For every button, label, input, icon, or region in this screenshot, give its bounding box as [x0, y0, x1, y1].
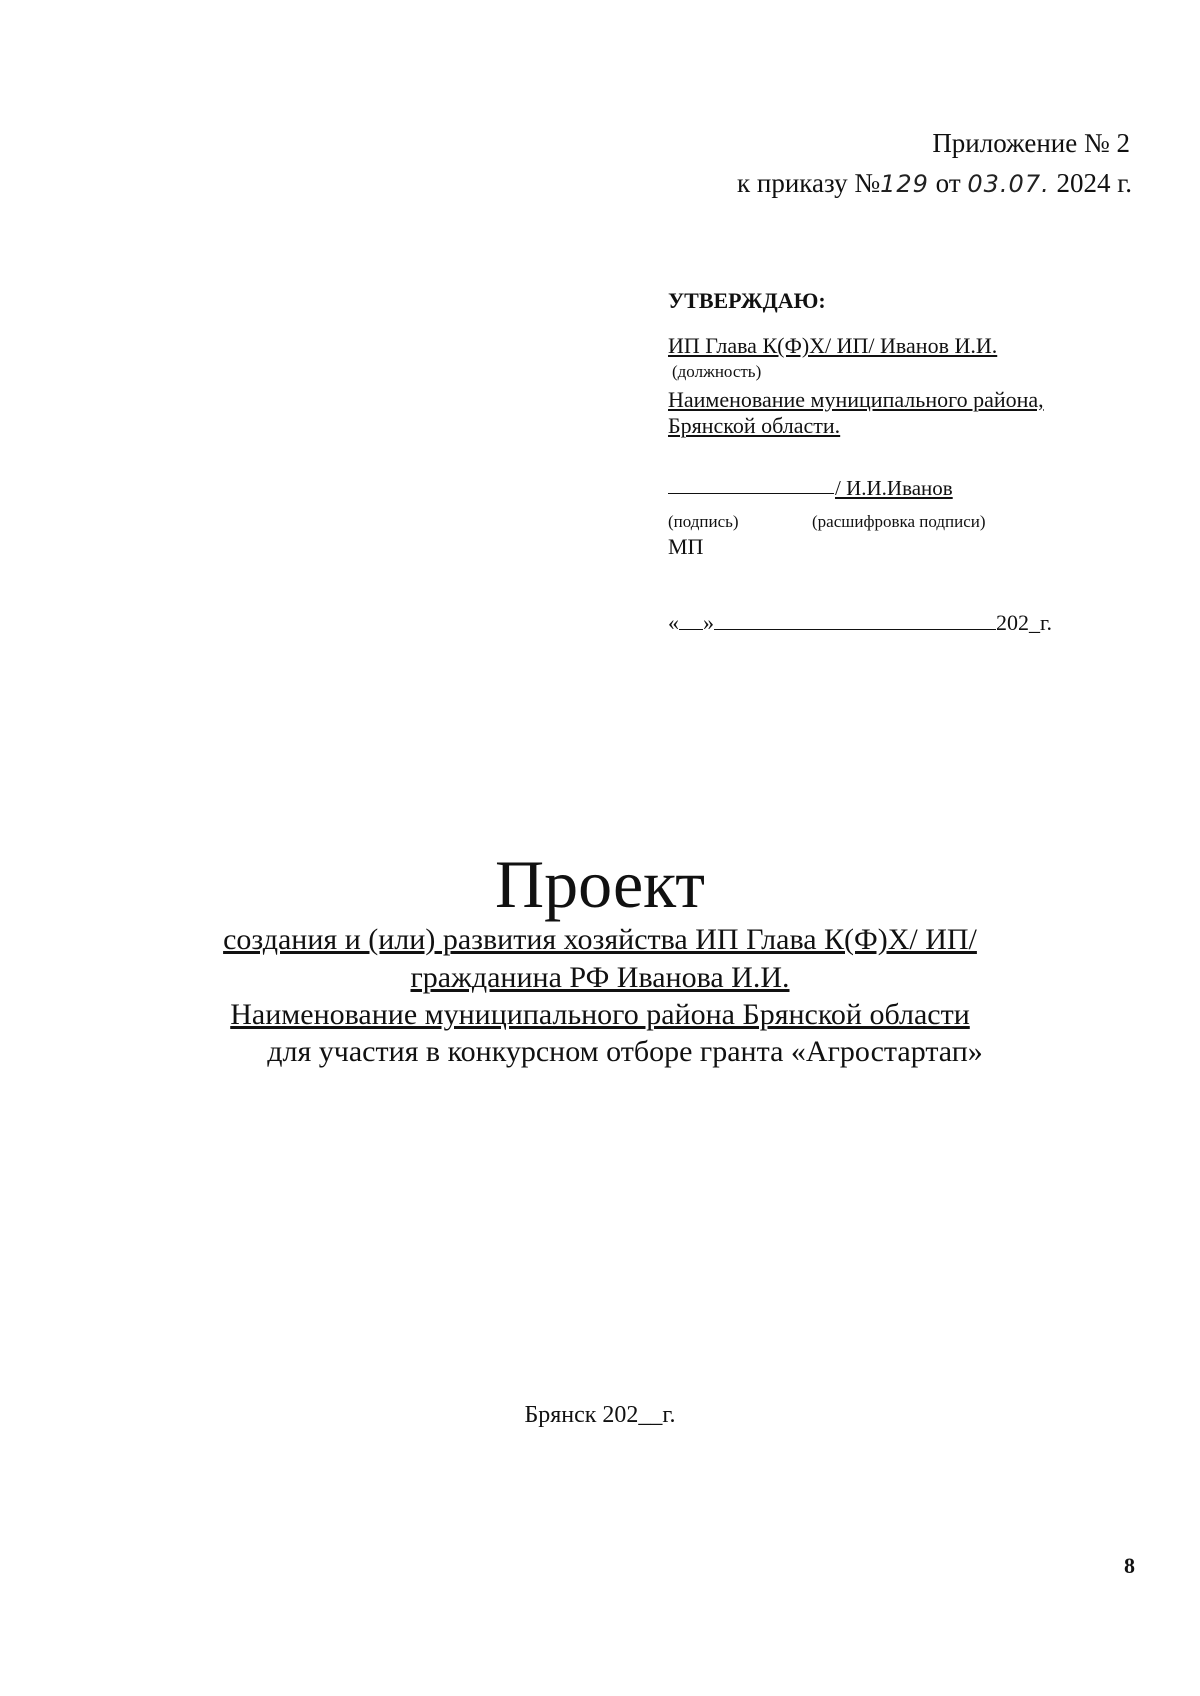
- document-title: Проект: [495, 846, 705, 922]
- date-close-quote: »: [703, 610, 714, 635]
- signature-blank-line: [668, 493, 834, 494]
- subtitle-line-3-text: Наименование муниципального района Брянской области: [230, 998, 970, 1031]
- stamp-mark: МП: [668, 534, 704, 559]
- subtitle-line-2-text: гражданина РФ Иванова И.И.: [410, 961, 790, 994]
- date-year: 202_г.: [996, 610, 1053, 635]
- subtitle-line-2: [0, 960, 1200, 996]
- day-blank: [679, 611, 703, 630]
- order-number-handwritten: 129: [880, 170, 929, 198]
- approval-date-line: [668, 610, 1052, 636]
- municipal-district-line-1: Наименование муниципального района,: [668, 387, 1044, 412]
- order-year: 2024 г.: [1056, 168, 1132, 198]
- signature-name: / И.И.Иванов: [835, 476, 953, 500]
- month-blank: [714, 611, 996, 630]
- date-open-quote: «: [668, 610, 679, 635]
- subtitle-line-1: [0, 922, 1200, 958]
- appendix-title: Приложение № 2: [932, 128, 1130, 158]
- order-prefix: к приказу №: [737, 168, 881, 198]
- order-reference: [737, 168, 1132, 199]
- page-number: 8: [1124, 1553, 1135, 1578]
- city-year: Брянск 202__г.: [524, 1402, 676, 1428]
- municipal-district-line-2: Брянской области.: [668, 413, 841, 438]
- position-caption: (должность): [672, 362, 762, 381]
- order-date-handwritten: 03.07.: [967, 170, 1050, 198]
- subtitle-line-4: [0, 1034, 1200, 1070]
- signature-decode-caption: (расшифровка подписи): [812, 512, 986, 531]
- subtitle-line-4-text: для участия в конкурсном отборе гранта «Агростартап»: [267, 1035, 983, 1068]
- approver-position: ИП Глава К(Ф)Х/ ИП/ Иванов И.И.: [668, 333, 998, 358]
- subtitle-line-1-text: создания и (или) развития хозяйства ИП Глава К(Ф)Х/ ИП/: [223, 923, 977, 956]
- approval-heading: УТВЕРЖДАЮ:: [668, 288, 826, 313]
- order-date-prefix: от: [935, 168, 961, 198]
- subtitle-line-3: [0, 997, 1200, 1033]
- signature-caption: (подпись): [668, 512, 739, 531]
